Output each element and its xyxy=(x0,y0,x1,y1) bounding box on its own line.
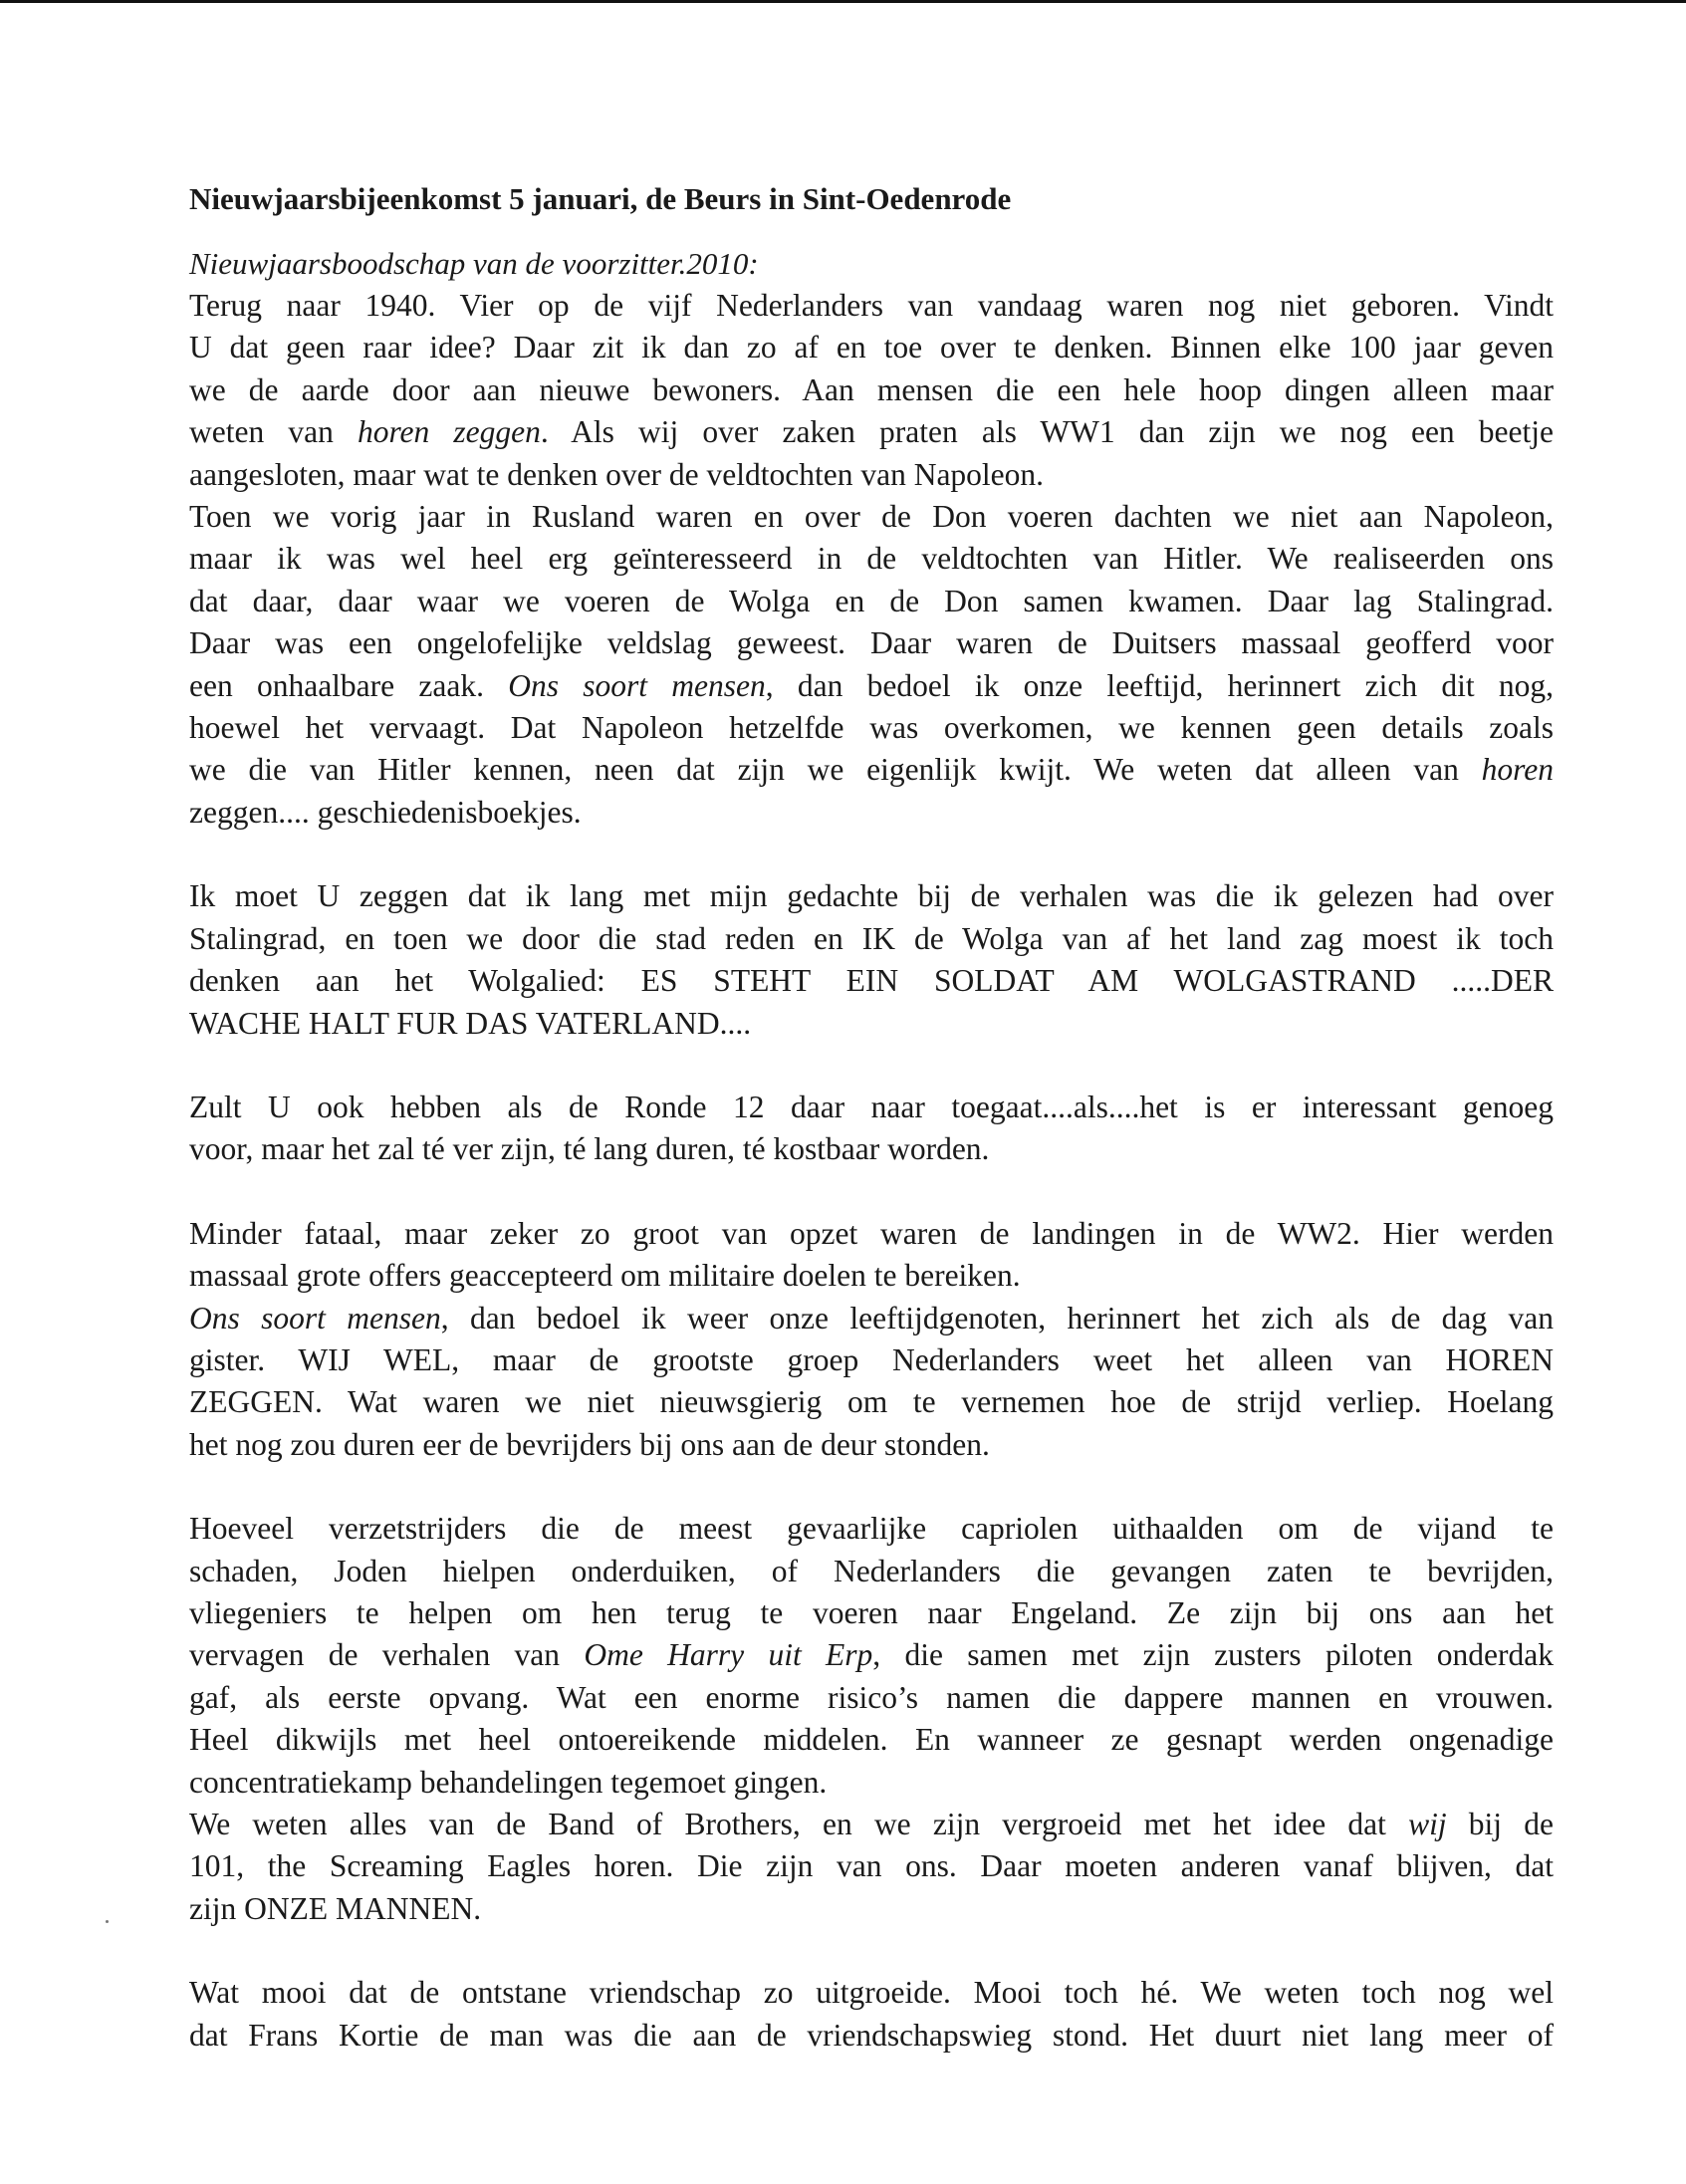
italic-text: Ons soort mensen xyxy=(508,667,766,703)
text-run: aangesloten, maar wat te denken over de veldtochten van Napoleon. xyxy=(189,456,1045,492)
text-line xyxy=(189,454,1554,496)
text-line xyxy=(189,1298,1554,1339)
text-line xyxy=(189,285,1554,327)
paragraph-gap xyxy=(189,834,1554,875)
text-run: Minder fataal, maar zeker zo groot van opzet waren de landingen in de WW2. Hier werden xyxy=(189,1215,1554,1251)
text-line xyxy=(189,1845,1554,1887)
text-line xyxy=(189,792,1554,834)
text-run: schaden, Joden hielpen onderduiken, of Nederlanders die gevangen zaten te bevrijden, xyxy=(189,1553,1554,1588)
text-run: hoewel het vervaagt. Dat Napoleon hetzelfde was overkomen, we kennen geen details zoals xyxy=(189,710,1554,746)
scan-speck xyxy=(106,1920,109,1923)
text-run: we die van Hitler kennen, neen dat zijn we eigenlijk kwijt. We weten dat alleen van xyxy=(189,752,1482,788)
text-run: ZEGGEN. Wat waren we niet nieuwsgierig om te vernemen hoe de strijd verliep. Hoelang xyxy=(189,1384,1554,1420)
italic-text: Ome Harry uit Erp xyxy=(584,1637,873,1673)
text-line xyxy=(189,875,1554,917)
text-line xyxy=(189,960,1554,1002)
paragraph xyxy=(189,1213,1554,1466)
text-line xyxy=(189,1255,1554,1297)
italic-text: horen xyxy=(1481,752,1554,788)
text-line xyxy=(189,1677,1554,1719)
text-run: denken aan het Wolgalied: ES STEHT EIN SOLDAT AM WOLGASTRAND .....DER xyxy=(189,963,1554,999)
text-line xyxy=(189,1087,1554,1128)
paragraph xyxy=(189,1508,1554,1930)
paragraph xyxy=(189,1972,1554,2057)
text-line xyxy=(189,665,1554,707)
text-line xyxy=(189,369,1554,411)
text-run: Terug naar 1940. Vier op de vijf Nederlanders van vandaag waren nog niet geboren. Vindt xyxy=(189,288,1554,323)
paragraph xyxy=(189,875,1554,1045)
text-line xyxy=(189,2015,1554,2057)
italic-text: Ons soort mensen xyxy=(189,1300,441,1335)
text-line xyxy=(189,1339,1554,1381)
text-run: . Als wij over zaken praten als WW1 dan zijn we nog een beetje xyxy=(540,414,1554,450)
text-line xyxy=(189,581,1554,622)
text-line xyxy=(189,749,1554,791)
text-line xyxy=(189,622,1554,664)
text-line xyxy=(189,538,1554,580)
text-line xyxy=(189,1508,1554,1550)
text-run: Wat mooi dat de ontstane vriendschap zo uitgroeide. Mooi toch hé. We weten toch nog wel xyxy=(189,1975,1554,2011)
text-run: een onhaalbare zaak. xyxy=(189,667,509,703)
text-run: Hoeveel verzetstrijders die de meest gevaarlijke capriolen uithaalden om de vijand te xyxy=(189,1511,1554,1547)
text-line xyxy=(189,1551,1554,1592)
text-line xyxy=(189,1213,1554,1255)
text-run: Daar was een ongelofelijke veldslag geweest. Daar waren de Duitsers massaal geofferd voor xyxy=(189,625,1554,661)
text-line xyxy=(189,1719,1554,1761)
text-run: , dan bedoel ik weer onze leeftijdgenoten, herinnert het zich als de dag van xyxy=(440,1300,1554,1335)
text-run: weten van xyxy=(189,414,358,450)
document-title: Nieuwjaarsbijeenkomst 5 januari, de Beurs in Sint-Oedenrode xyxy=(189,181,1012,216)
text-run: dat Frans Kortie de man was die aan de vriendschapswieg stond. Het duurt niet lang meer of xyxy=(189,2017,1554,2053)
text-line xyxy=(189,327,1554,368)
italic-text: wij xyxy=(1408,1807,1447,1841)
document-subtitle: Nieuwjaarsboodschap van de voorzitter.2010: xyxy=(189,246,759,281)
paragraph-gap xyxy=(189,1171,1554,1213)
text-run: Stalingrad, en toen we door die stad reden en IK de Wolga van af het land zag moest ik toch xyxy=(189,920,1554,956)
text-line xyxy=(189,1888,1554,1930)
text-run: U dat geen raar idee? Daar zit ik dan zo af en toe over te denken. Binnen elke 100 jaar geven xyxy=(189,330,1554,365)
text-run: vervagen de verhalen van xyxy=(189,1637,585,1673)
text-line xyxy=(189,707,1554,749)
text-run: bij de xyxy=(1446,1807,1554,1841)
document-body xyxy=(189,285,1554,2057)
document-page xyxy=(189,169,1554,2057)
text-line xyxy=(189,411,1554,453)
text-run: massaal grote offers geaccepteerd om militaire doelen te bereiken. xyxy=(189,1258,1021,1294)
text-line xyxy=(189,1424,1554,1466)
text-run: Heel dikwijls met heel ontoereikende middelen. En wanneer ze gesnapt werden ongenadige xyxy=(189,1722,1554,1758)
text-run: het nog zou duren eer de bevrijders bij ons aan de deur stonden. xyxy=(189,1426,990,1462)
text-line xyxy=(189,918,1554,960)
text-run: Toen we vorig jaar in Rusland waren en over de Don voeren dachten we niet aan Napoleon, xyxy=(189,499,1554,535)
text-run: zijn ONZE MANNEN. xyxy=(189,1890,482,1926)
text-run: dat daar, daar waar we voeren de Wolga en de Don samen kwamen. Daar lag Stalingrad. xyxy=(189,583,1554,618)
paragraph xyxy=(189,1087,1554,1171)
text-run: 101, the Screaming Eagles horen. Die zijn van ons. Daar moeten anderen vanaf blijven, dat xyxy=(189,1848,1554,1884)
text-run: , dan bedoel ik onze leeftijd, herinnert zich dit nog, xyxy=(765,667,1554,703)
scan-top-edge xyxy=(0,0,1686,3)
text-run: WACHE HALT FUR DAS VATERLAND.... xyxy=(189,1005,752,1041)
text-run: concentratiekamp behandelingen tegemoet gingen. xyxy=(189,1764,828,1800)
text-run: gister. WIJ WEL, maar de grootste groep Nederlanders weet het alleen van HOREN xyxy=(189,1341,1554,1377)
text-line xyxy=(189,1592,1554,1634)
text-run: Zult U ook hebben als de Ronde 12 daar naar toegaat....als....het is er interessant genoeg xyxy=(189,1089,1554,1124)
text-run: , die samen met zijn zusters piloten onderdak xyxy=(872,1637,1554,1673)
paragraph-gap xyxy=(189,1045,1554,1087)
text-line xyxy=(189,1003,1554,1045)
text-line xyxy=(189,496,1554,538)
paragraph-gap xyxy=(189,1930,1554,1972)
text-line xyxy=(189,1972,1554,2014)
text-run: voor, maar het zal té ver zijn, té lang duren, té kostbaar worden. xyxy=(189,1131,990,1167)
text-line xyxy=(189,1381,1554,1423)
text-line xyxy=(189,1804,1554,1845)
text-run: zeggen.... geschiedenisboekjes. xyxy=(189,794,582,830)
text-run: Ik moet U zeggen dat ik lang met mijn gedachte bij de verhalen was die ik gelezen had over xyxy=(189,878,1554,914)
text-line xyxy=(189,1634,1554,1676)
italic-text: horen zeggen xyxy=(357,414,541,450)
paragraph-gap xyxy=(189,1466,1554,1508)
text-run: maar ik was wel heel erg geïnteresseerd in de veldtochten van Hitler. We realiseerden ons xyxy=(189,541,1554,577)
text-line xyxy=(189,1762,1554,1804)
text-run: vliegeniers te helpen om hen terug te voeren naar Engeland. Ze zijn bij ons aan het xyxy=(189,1594,1554,1630)
paragraph xyxy=(189,285,1554,834)
text-run: gaf, als eerste opvang. Wat een enorme risico’s namen die dappere mannen en vrouwen. xyxy=(189,1679,1554,1715)
text-line xyxy=(189,1128,1554,1170)
text-run: We weten alles van de Band of Brothers, en we zijn vergroeid met het idee dat xyxy=(189,1807,1409,1841)
text-run: we de aarde door aan nieuwe bewoners. Aan mensen die een hele hoop dingen alleen maar xyxy=(189,371,1554,407)
